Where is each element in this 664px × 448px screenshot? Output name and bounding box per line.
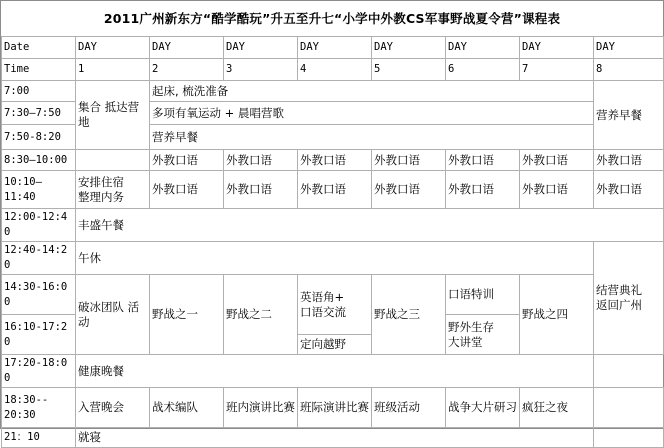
day4-english-corner-cell: 英语角+ 口语交流 [298, 275, 372, 335]
day-number-6: 6 [446, 59, 520, 81]
oral-class-cell: 外教口语 [150, 150, 224, 171]
wake-up-cell: 起床, 梳洗准备 [150, 81, 594, 102]
day1-gathering-cell: 集合 抵达营地 [76, 81, 150, 150]
evening-cell-day3: 班内演讲比赛 [224, 388, 298, 428]
day-number-2: 2 [150, 59, 224, 81]
day-header-2: DAY [150, 37, 224, 59]
empty-cell [76, 150, 150, 171]
time-cell: 7:30—7:50 [2, 102, 76, 125]
oral-class-cell: 外教口语 [298, 171, 372, 209]
day6-survival-cell: 野外生存 大讲堂 [446, 315, 520, 355]
date-row [2, 37, 664, 59]
oral-class-cell: 外教口语 [224, 171, 298, 209]
day-header-1: DAY [76, 37, 150, 59]
page-title: 2011广州新东方“酷学酷玩”升五至升七“小学中外教CS军事野战夏令营”课程表 [103, 11, 561, 26]
empty-cell [594, 428, 664, 448]
day-header-6: DAY [446, 37, 520, 59]
oral-class-cell: 外教口语 [520, 150, 594, 171]
day-number-3: 3 [224, 59, 298, 81]
day2-field-cell: 野战之一 [150, 275, 224, 355]
oral-class-cell: 外教口语 [150, 171, 224, 209]
time-cell: 10:10— 11:40 [2, 171, 76, 209]
day7-field-cell: 野战之四 [520, 275, 594, 355]
schedule-table [1, 36, 664, 448]
row-1720 [2, 355, 664, 388]
evening-cell-day6: 战争大片研习 [446, 388, 520, 428]
time-label: Time [2, 59, 76, 81]
oral-class-cell: 外教口语 [594, 150, 664, 171]
date-label: Date [2, 37, 76, 59]
dinner-cell: 健康晚餐 [76, 355, 594, 388]
breakfast-cell: 营养早餐 [150, 125, 594, 150]
evening-cell-day4: 班际演讲比赛 [298, 388, 372, 428]
day-number-7: 7 [520, 59, 594, 81]
row-0830 [2, 150, 664, 171]
day-number-8: 8 [594, 59, 664, 81]
time-cell: 17:20-18:00 [2, 355, 76, 388]
day-number-5: 5 [372, 59, 446, 81]
row-1830 [2, 388, 664, 428]
oral-class-cell: 外教口语 [372, 150, 446, 171]
evening-cell-day7: 疯狂之夜 [520, 388, 594, 428]
time-cell: 18:30-- 20:30 [2, 388, 76, 428]
evening-cell-day2: 战术编队 [150, 388, 224, 428]
row-0700 [2, 81, 664, 102]
time-cell: 14:30-16:00 [2, 275, 76, 315]
exercise-cell: 多项有氧运动 + 晨唱营歌 [150, 102, 594, 125]
empty-cell [594, 388, 664, 428]
day-header-5: DAY [372, 37, 446, 59]
day8-breakfast-cell: 营养早餐 [594, 81, 664, 150]
time-cell: 7:50-8:20 [2, 125, 76, 150]
oral-class-cell: 外教口语 [446, 171, 520, 209]
day-number-1: 1 [76, 59, 150, 81]
row-1010 [2, 171, 664, 209]
oral-class-cell: 外教口语 [446, 150, 520, 171]
nap-cell: 午休 [76, 242, 594, 275]
oral-class-cell: 外教口语 [224, 150, 298, 171]
day8-closing-cell [594, 242, 664, 355]
time-cell: 21：10 [2, 428, 76, 448]
oral-class-cell: 外教口语 [372, 171, 446, 209]
day-header-3: DAY [224, 37, 298, 59]
day4-orienteering-cell: 定向越野 [298, 335, 372, 355]
day1-settle-cell: 安排住宿 整理内务 [76, 171, 150, 209]
time-cell: 7:00 [2, 81, 76, 102]
day1-icebreak-cell: 破冰团队 活动 [76, 275, 150, 355]
evening-cell-day1: 入营晚会 [76, 388, 150, 428]
day5-field-cell: 野战之三 [372, 275, 446, 355]
day-header-7: DAY [520, 37, 594, 59]
closing-text: 结营典礼 返回广州 [596, 283, 642, 312]
time-cell: 12:40-14:20 [2, 242, 76, 275]
time-cell: 12:00-12:40 [2, 209, 76, 242]
time-row [2, 59, 664, 81]
lunch-cell: 丰盛午餐 [76, 209, 664, 242]
row-1200 [2, 209, 664, 242]
day3-field-cell: 野战之二 [224, 275, 298, 355]
oral-class-cell: 外教口语 [520, 171, 594, 209]
day6-oral-training-cell: 口语特训 [446, 275, 520, 315]
oral-class-cell: 外教口语 [594, 171, 664, 209]
day-header-8: DAY [594, 37, 664, 59]
oral-class-cell: 外教口语 [298, 150, 372, 171]
row-1240 [2, 242, 664, 275]
sleep-cell: 就寝 [76, 428, 594, 448]
evening-cell-day5: 班级活动 [372, 388, 446, 428]
time-cell: 8:30—10:00 [2, 150, 76, 171]
day-number-4: 4 [298, 59, 372, 81]
row-1430a [2, 275, 664, 295]
row-2110 [2, 428, 664, 448]
day-header-4: DAY [298, 37, 372, 59]
time-cell: 16:10-17:20 [2, 315, 76, 355]
